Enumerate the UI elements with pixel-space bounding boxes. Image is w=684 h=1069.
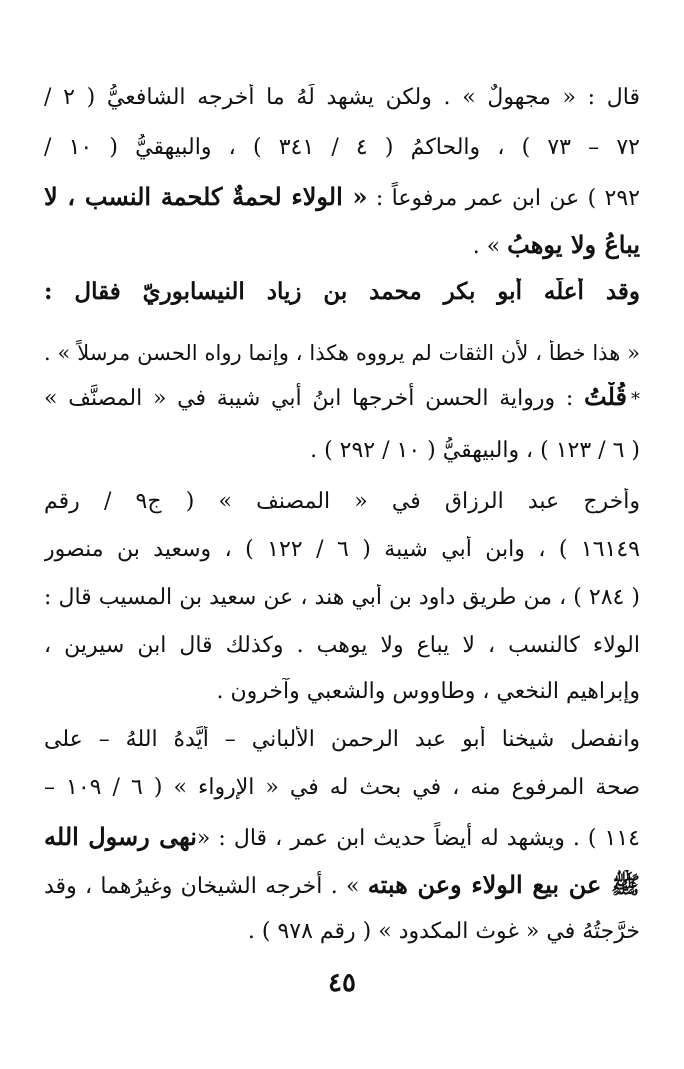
- asterisk-marker: *: [631, 389, 640, 410]
- hadith-text-2: يباعُ ولا يوهبُ: [507, 230, 640, 259]
- text-line-15: صحة المرفوع منه ، في بحث له في « الإرواء » ( ٦ / ١٠٩ –: [44, 775, 640, 800]
- text-line-14: وانفصل شيخنا أبو عبد الرحمن الألباني – أيَّدهُ اللهُ – على: [44, 727, 640, 752]
- text-line-7: [44, 382, 640, 413]
- text-line-16: [44, 822, 640, 853]
- text-line-10: ١٦١٤٩ ) ، وابن أبي شيبة ( ٦ / ١٢٢ ) ، وسعيد بن منصور: [44, 537, 640, 562]
- text-line-2: ٧٢ – ٧٣ ) ، والحاكمُ ( ٤ / ٣٤١ ) ، والبيهقيُّ ( ١٠ /: [44, 135, 640, 160]
- text-line-7-plain: : ورواية الحسن أخرجها ابنُ أبي شيبة في « المصنَّف »: [44, 386, 585, 411]
- text-line-4: [44, 230, 640, 261]
- text-line-4-plain: » .: [472, 234, 508, 259]
- text-line-9: وأخرج عبد الرزاق في « المصنف » ( ج٩ / رقم: [44, 489, 640, 514]
- quote-line: « هذا خطأ ، لأن الثقات لم يرووه هكذا ، وإنما رواه الحسن مرسلاً » .: [44, 341, 640, 365]
- text-line-17-plain: » . أخرجه الشيخان وغيرُهما ، وقد: [44, 874, 368, 899]
- text-line-13: وإبراهيم النخعي ، وطاووس والشعبي وآخرون .: [216, 679, 640, 704]
- text-line-18: خرَّجتُهُ في « غوث المكدود » ( رقم ٩٧٨ ) .: [247, 919, 640, 944]
- page-number: ٤٥: [328, 968, 356, 998]
- text-line-12: الولاء كالنسب ، لا يباع ولا يوهب . وكذلك قال ابن سيرين ،: [44, 633, 640, 658]
- hadith-text-1: « الولاء لحمةٌ كلحمة النسب ، لا: [44, 182, 368, 211]
- text-line-8: ( ٦ / ١٢٣ ) ، والبيهقيُّ ( ١٠ / ٢٩٢ ) .: [310, 438, 640, 463]
- text-line-16-plain: ١١٤ ) . ويشهد له أيضاً حديث ابن عمر ، قال : «: [196, 826, 640, 851]
- hadith-text-4: ﷺ عن بيع الولاء وعن هبته: [367, 870, 640, 899]
- text-line-11: ( ٢٨٤ ) ، من طريق داود بن أبي هند ، عن سعيد بن المسيب قال :: [44, 585, 640, 610]
- qultu-label: قُلْتُ: [584, 382, 627, 411]
- hadith-text-3: نهى رسول الله: [44, 822, 197, 851]
- section-heading: وقد أعلَّه أبو بكر محمد بن زياد النيسابوريّ فقال :: [44, 278, 640, 305]
- text-line-1: قال : « مجهولٌ » . ولكن يشهد لَهُ ما أخرجه الشافعيُّ ( ٢ /: [44, 85, 640, 110]
- text-line-3: [44, 182, 640, 213]
- text-line-17: [44, 870, 640, 901]
- text-line-3-plain: ٢٩٢ ) عن ابن عمر مرفوعاً :: [375, 186, 640, 211]
